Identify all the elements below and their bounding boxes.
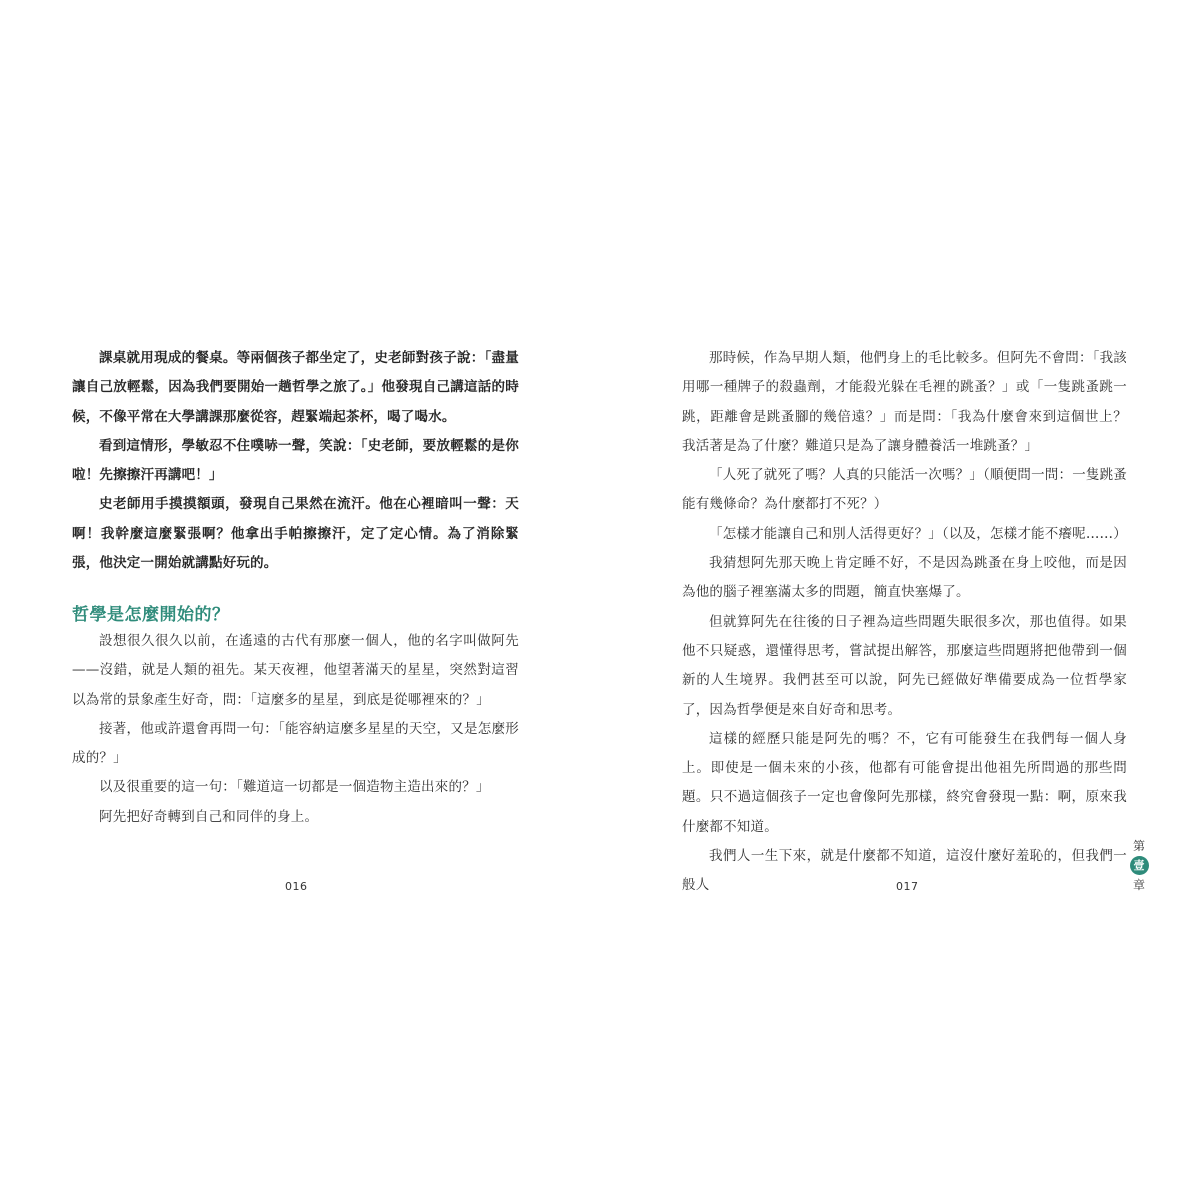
- paragraph: 我們人一生下來，就是什麼都不知道，這沒什麼好羞恥的，但我們一般人: [682, 848, 1127, 894]
- paragraph: 「怎樣才能讓自己和別人活得更好？」（以及，怎樣才能不癢呢……）: [709, 525, 1127, 542]
- paragraph: 但就算阿先在往後的日子裡為這些問題失眠很多次，那也值得。如果他不只疑惑，還懂得思考，嘗試提出解答，那麼這些問題將把他帶到一個新的人生境界。我們甚至可以說，阿先已經做好準備要成為一位哲學家了，因為哲學便是來自好奇和思考。: [682, 613, 1127, 718]
- paragraph: 以及很重要的這一句：「難道這一切都是一個造物主造出來的？」: [99, 779, 490, 796]
- chapter-tab: [1128, 838, 1150, 893]
- paragraph: 看到這情形，學敏忍不住噗哧一聲，笑說：「史老師，要放輕鬆的是你啦！先擦擦汗再講吧！」: [72, 437, 519, 484]
- chapter-tab-top: 第: [1132, 839, 1145, 853]
- paragraph: 史老師用手摸摸額頭，發現自己果然在流汗。他在心裡暗叫一聲：天啊！我幹麼這麼緊張啊？他拿出手帕擦擦汗，定了定心情。為了消除緊張，他決定一開始就講點好玩的。: [72, 496, 519, 572]
- page-number: 017: [896, 880, 919, 893]
- page-number: 016: [285, 880, 308, 893]
- chapter-number-badge: 壹: [1130, 856, 1149, 875]
- body-text: [682, 344, 1127, 901]
- paragraph: 這樣的經歷只能是阿先的嗎？不，它有可能發生在我們每一個人身上。即使是一個未來的小孩，他都有可能會提出他祖先所問過的那些問題。只不過這個孩子一定也會像阿先那樣，終究會發現一點：啊，原來我什麼都不知道。: [682, 730, 1127, 835]
- paragraph: 那時候，作為早期人類，他們身上的毛比較多。但阿先不會問：「我該用哪一種牌子的殺蟲劑，才能殺光躲在毛裡的跳蚤？」或「一隻跳蚤跳一跳，距離會是跳蚤腳的幾倍遠？」而是問：「我為什麼會來到這個世上？我活著是為了什麼？難道只是為了讓身體養活一堆跳蚤？」: [682, 350, 1127, 454]
- chapter-tab-bottom: 章: [1132, 878, 1145, 892]
- bold-intro-text: [72, 344, 519, 578]
- paragraph: 我猜想阿先那天晚上肯定睡不好，不是因為跳蚤在身上咬他，而是因為他的腦子裡塞滿太多的問題，簡直快塞爆了。: [682, 555, 1127, 601]
- paragraph: 課桌就用現成的餐桌。等兩個孩子都坐定了，史老師對孩子說：「盡量讓自己放輕鬆，因為我們要開始一趟哲學之旅了。」他發現自己講這話的時候，不像平常在大學講課那麼從容，趕緊端起茶杯，喝了喝水。: [72, 350, 519, 425]
- paragraph: 阿先把好奇轉到自己和同伴的身上。: [99, 808, 319, 825]
- paragraph: 接著，他或許還會再問一句：「能容納這麼多星星的天空，又是怎麼形成的？」: [72, 720, 519, 767]
- paragraph: 「人死了就死了嗎？人真的只能活一次嗎？」（順便問一問：一隻跳蚤能有幾條命？為什麼都打不死？）: [682, 467, 1127, 513]
- right-page: [600, 0, 1200, 1200]
- body-text: [72, 627, 519, 832]
- paragraph: 設想很久很久以前，在遙遠的古代有那麼一個人，他的名字叫做阿先——沒錯，就是人類的祖先。某天夜裡，他望著滿天的星星，突然對這習以為常的景象產生好奇，問：「這麼多的星星，到底是從哪裡來的？」: [72, 633, 519, 708]
- section-heading: 哲學是怎麼開始的？: [72, 605, 230, 625]
